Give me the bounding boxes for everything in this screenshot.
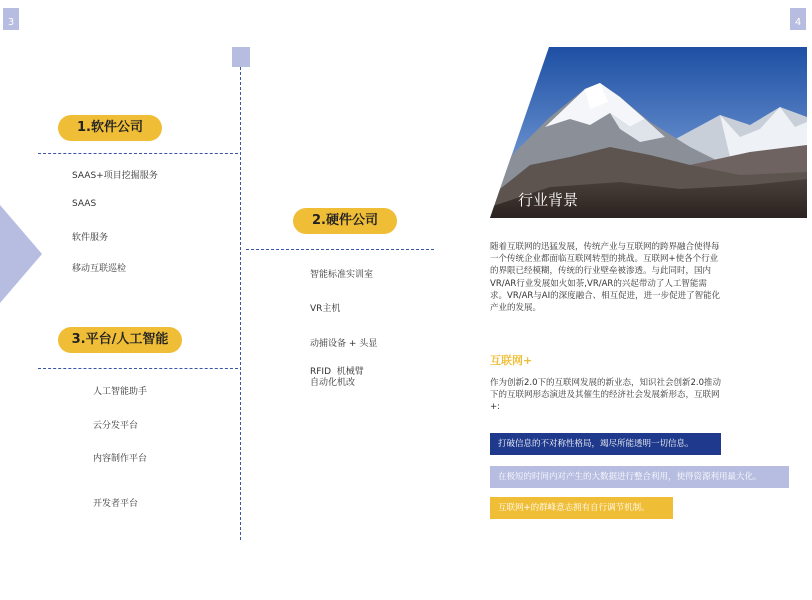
software-item-1: SAAS+项目挖掘服务 [72,171,158,181]
internet-plus-heading: 互联网+ [490,354,533,367]
platform-item-3: 内容制作平台 [93,454,148,464]
deco-square [232,47,250,67]
point-band-1: 打破信息的不对称性格局，竭尽所能透明一切信息。 [490,433,721,455]
hardware-item-4 [310,367,364,389]
platform-item-1: 人工智能助手 [93,387,148,397]
industry-heading: 行业背景 [518,191,579,209]
hardware-item-2: VR主机 [310,304,341,314]
mountain-image [490,47,807,218]
hardware-item-4-line1: RFID 机械臂 [310,367,364,377]
software-item-4: 移动互联巡检 [72,264,127,274]
hardware-item-4-line2: 自动化机改 [310,378,356,388]
internet-plus-body: 作为创新2.0下的互联网发展的新业态，知识社会创新2.0推动下的互联网形态演进及其催生的经济社会发展新形态，互联网+: [490,378,722,413]
vertical-divider [240,67,241,540]
page-number-left [3,8,19,30]
point-band-3: 互联网+的群峰意志拥有自行调节机制。 [490,497,673,519]
hardware-divider [246,249,434,250]
platform-item-2: 云分发平台 [93,421,139,431]
software-divider [38,153,238,154]
platform-item-4: 开发者平台 [93,499,139,509]
software-item-3: 软件服务 [72,233,109,243]
software-item-2: SAAS [72,199,97,209]
platform-divider [38,368,238,369]
software-title: 1.软件公司 [58,115,162,141]
hardware-item-1: 智能标准实训室 [310,270,374,280]
hardware-item-3: 动捕设备 + 头显 [310,339,378,349]
industry-body: 随着互联网的迅猛发展，传统产业与互联网的跨界融合使得每一个传统企业都面临互联网转型的挑战。互联网+使各个行业的界限已经模糊，传统的行业壁垒被渗透。与此同时，国内VR/AR行业发展如火如荼,VR/AR的兴起带动了人工智能需求。VR/AR与AI的深度融合、相互促进，进一步促进了智能化产业的发展。 [490,242,721,314]
platform-title: 3.平台/人工智能 [58,327,182,353]
hardware-title: 2.硬件公司 [293,208,397,234]
left-triangle-arrow [0,205,42,303]
point-band-2: 在极短的时间内对产生的大数据进行整合利用，使得资源利用最大化。 [490,466,789,488]
page-number-left-text: 3 [7,17,15,28]
page-number-right [790,8,806,30]
page-number-right-text: 4 [794,17,802,28]
